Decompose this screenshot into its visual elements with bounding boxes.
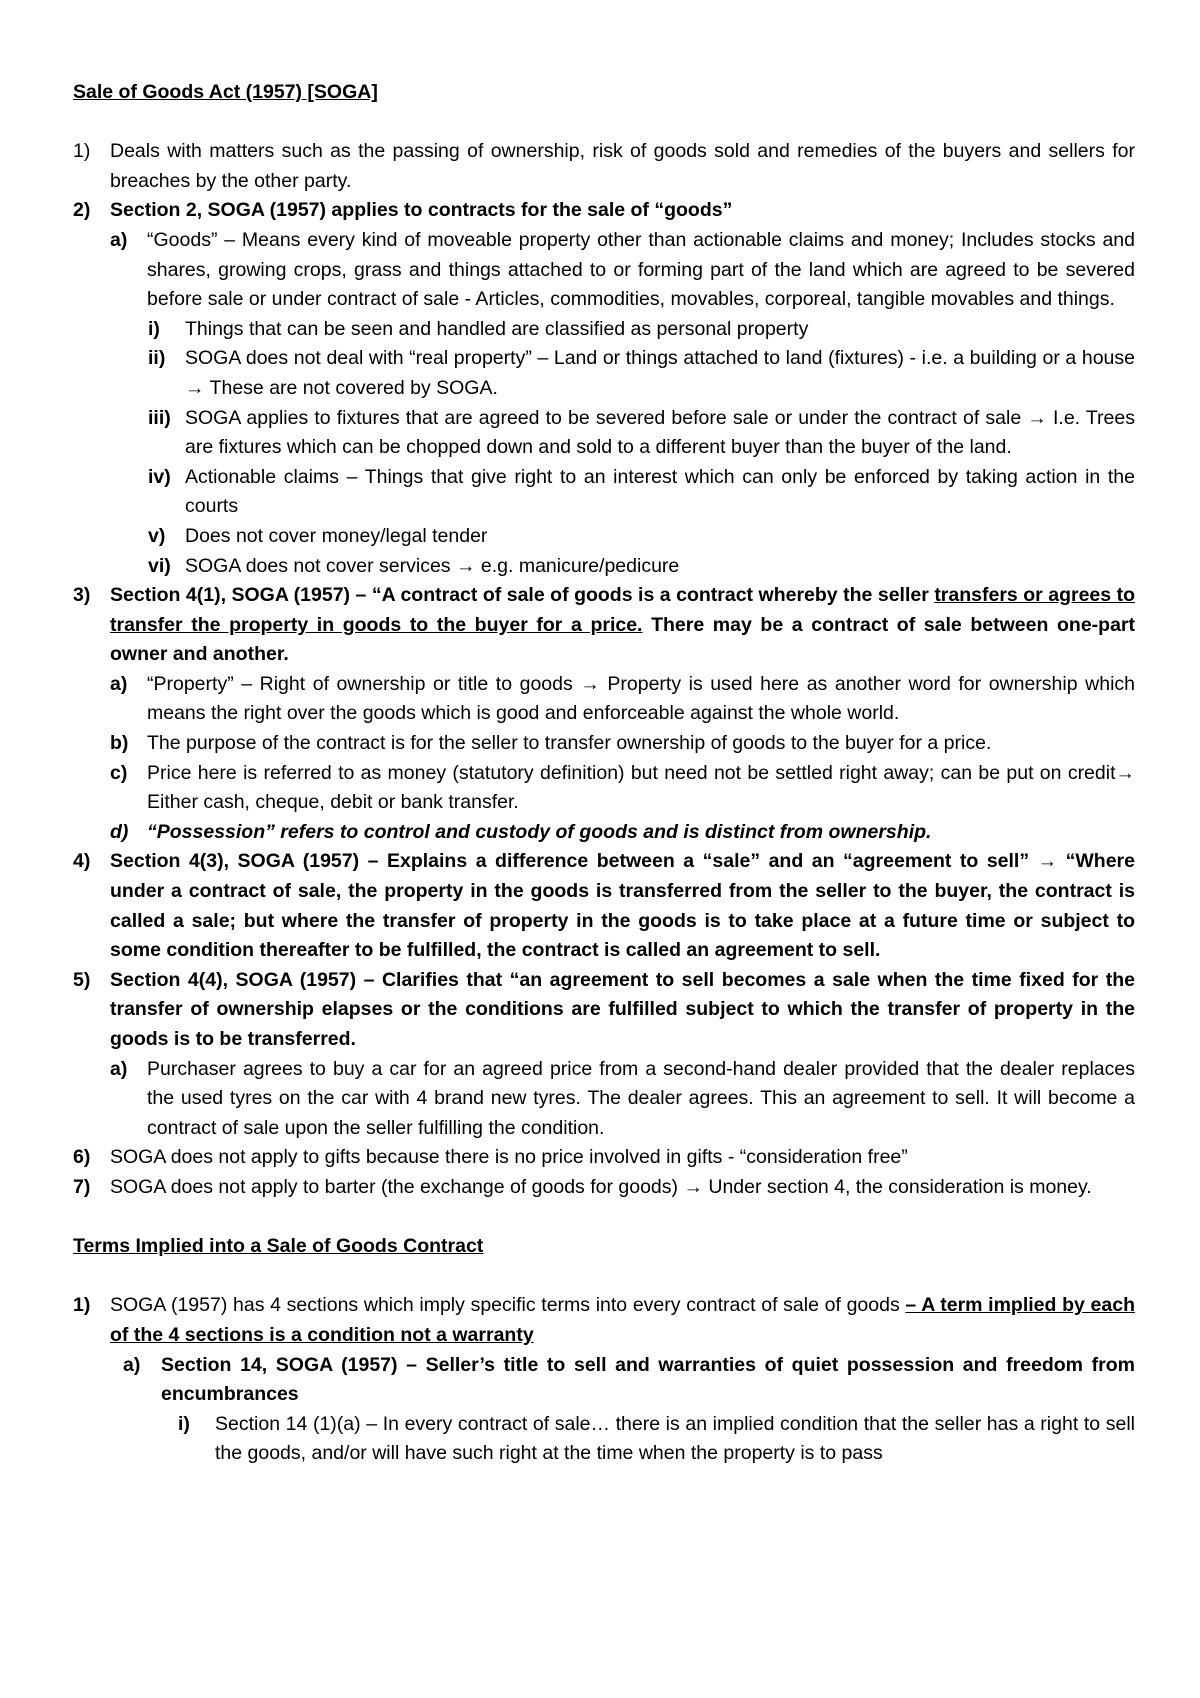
section-heading-soga: Sale of Goods Act (1957) [SOGA] (73, 81, 378, 103)
arrow-icon: → (580, 672, 600, 695)
arrow-icon: → (1027, 406, 1047, 429)
list-item: 1) SOGA (1957) has 4 sections which imply specific terms into every contract of sale of goods – A term implied by each of the 4 sections is a condition not a warranty (73, 1294, 1135, 1346)
list-item: v) Does not cover money/legal tender (148, 524, 488, 547)
list-item: a) “Property” – Right of ownership or title to goods → Property is used here as another word for ownership which means the right over the goods which is good and enforceable against the whole world. (110, 672, 1135, 725)
list-item: 1) Deals with matters such as the passing of ownership, risk of goods sold and remedies of the buyers and sellers for breaches by the other party. (73, 140, 1135, 192)
list-item: a) Purchaser agrees to buy a car for an agreed price from a second-hand dealer provided that the dealer replaces the used tyres on the car with 4 brand new tyres. The dealer agrees. This an agreement to sell. It will become a contract of sale upon the seller fulfilling the condition. (110, 1057, 1135, 1139)
arrow-icon: → (683, 1175, 703, 1198)
list-item: iii) SOGA applies to fixtures that are agreed to be severed before sale or under the contract of sale → I.e. Trees are fixtures which can be chopped down and sold to a different buyer than the buyer of the land. (148, 406, 1135, 459)
list-item: vi) SOGA does not cover services → e.g. manicure/pedicure (148, 554, 680, 577)
list-item: a) Section 14, SOGA (1957) – Seller’s title to sell and warranties of quiet possession and freedom from encumbrances (123, 1353, 1135, 1406)
list-item: 7) SOGA does not apply to barter (the exchange of goods for goods) → Under section 4, the consideration is money. (73, 1175, 1092, 1198)
list-item: 4) Section 4(3), SOGA (1957) – Explains a difference between a “sale” and an “agreement to sell” → “Where under a contract of sale, the property in the goods is transferred from the seller to the buyer, the contract is called a sale; but where the transfer of property in the goods is to take place at a future time or subject to some condition thereafter to be fulfilled, the contract is called an agreement to sell. (73, 850, 1135, 962)
arrow-icon: → (1037, 850, 1058, 873)
arrow-icon: → (1115, 761, 1135, 784)
list-item: 5) Section 4(4), SOGA (1957) – Clarifies that “an agreement to sell becomes a sale when the time fixed for the transfer of ownership elapses or the conditions are fulfilled subject to which the transfer of property in the goods is to be transferred. (73, 968, 1135, 1050)
arrow-icon: → (455, 554, 476, 577)
list-item: c) Price here is referred to as money (statutory definition) but need not be settled right away; can be put on credit→ Either cash, cheque, debit or bank transfer. (110, 761, 1135, 814)
list-item: 2) Section 2, SOGA (1957) applies to contracts for the sale of “goods” (73, 199, 733, 222)
list-item: b) The purpose of the contract is for the seller to transfer ownership of goods to the buyer for a price. (110, 732, 992, 755)
arrow-icon: → (185, 376, 205, 399)
list-item: i) Section 14 (1)(a) – In every contract of sale… there is an implied condition that the seller has a right to sell the goods, and/or will have such right at the time when the property is to pass (178, 1412, 1135, 1465)
list-item: 6) SOGA does not apply to gifts because there is no price involved in gifts - “consideration free” (73, 1146, 908, 1169)
list-item: iv) Actionable claims – Things that give right to an interest which can only be enforced by taking action in the courts (148, 465, 1135, 518)
list-item: ii) SOGA does not deal with “real property” – Land or things attached to land (fixtures) - i.e. a building or a house → These are not covered by SOGA. (148, 347, 1135, 399)
list-item: d) “Possession” refers to control and custody of goods and is distinct from ownership. (110, 820, 932, 843)
list-item: i) Things that can be seen and handled are classified as personal property (148, 317, 809, 340)
document-page (73, 78, 1135, 1469)
section-heading-implied-terms: Terms Implied into a Sale of Goods Contract (73, 1235, 484, 1258)
list-item: a) “Goods” – Means every kind of moveable property other than actionable claims and money; Includes stocks and shares, growing crops, grass and things attached to or forming part of the land which are agreed to be severed before sale or under contract of sale - Articles, commodities, movables, corporeal, tangible movables and things. (110, 228, 1135, 311)
list-item: 3) Section 4(1), SOGA (1957) – “A contract of sale of goods is a contract whereby the seller transfers or agrees to transfer the property in goods to the buyer for a price. There may be a contract of sale between one-part owner and another. (73, 584, 1136, 666)
